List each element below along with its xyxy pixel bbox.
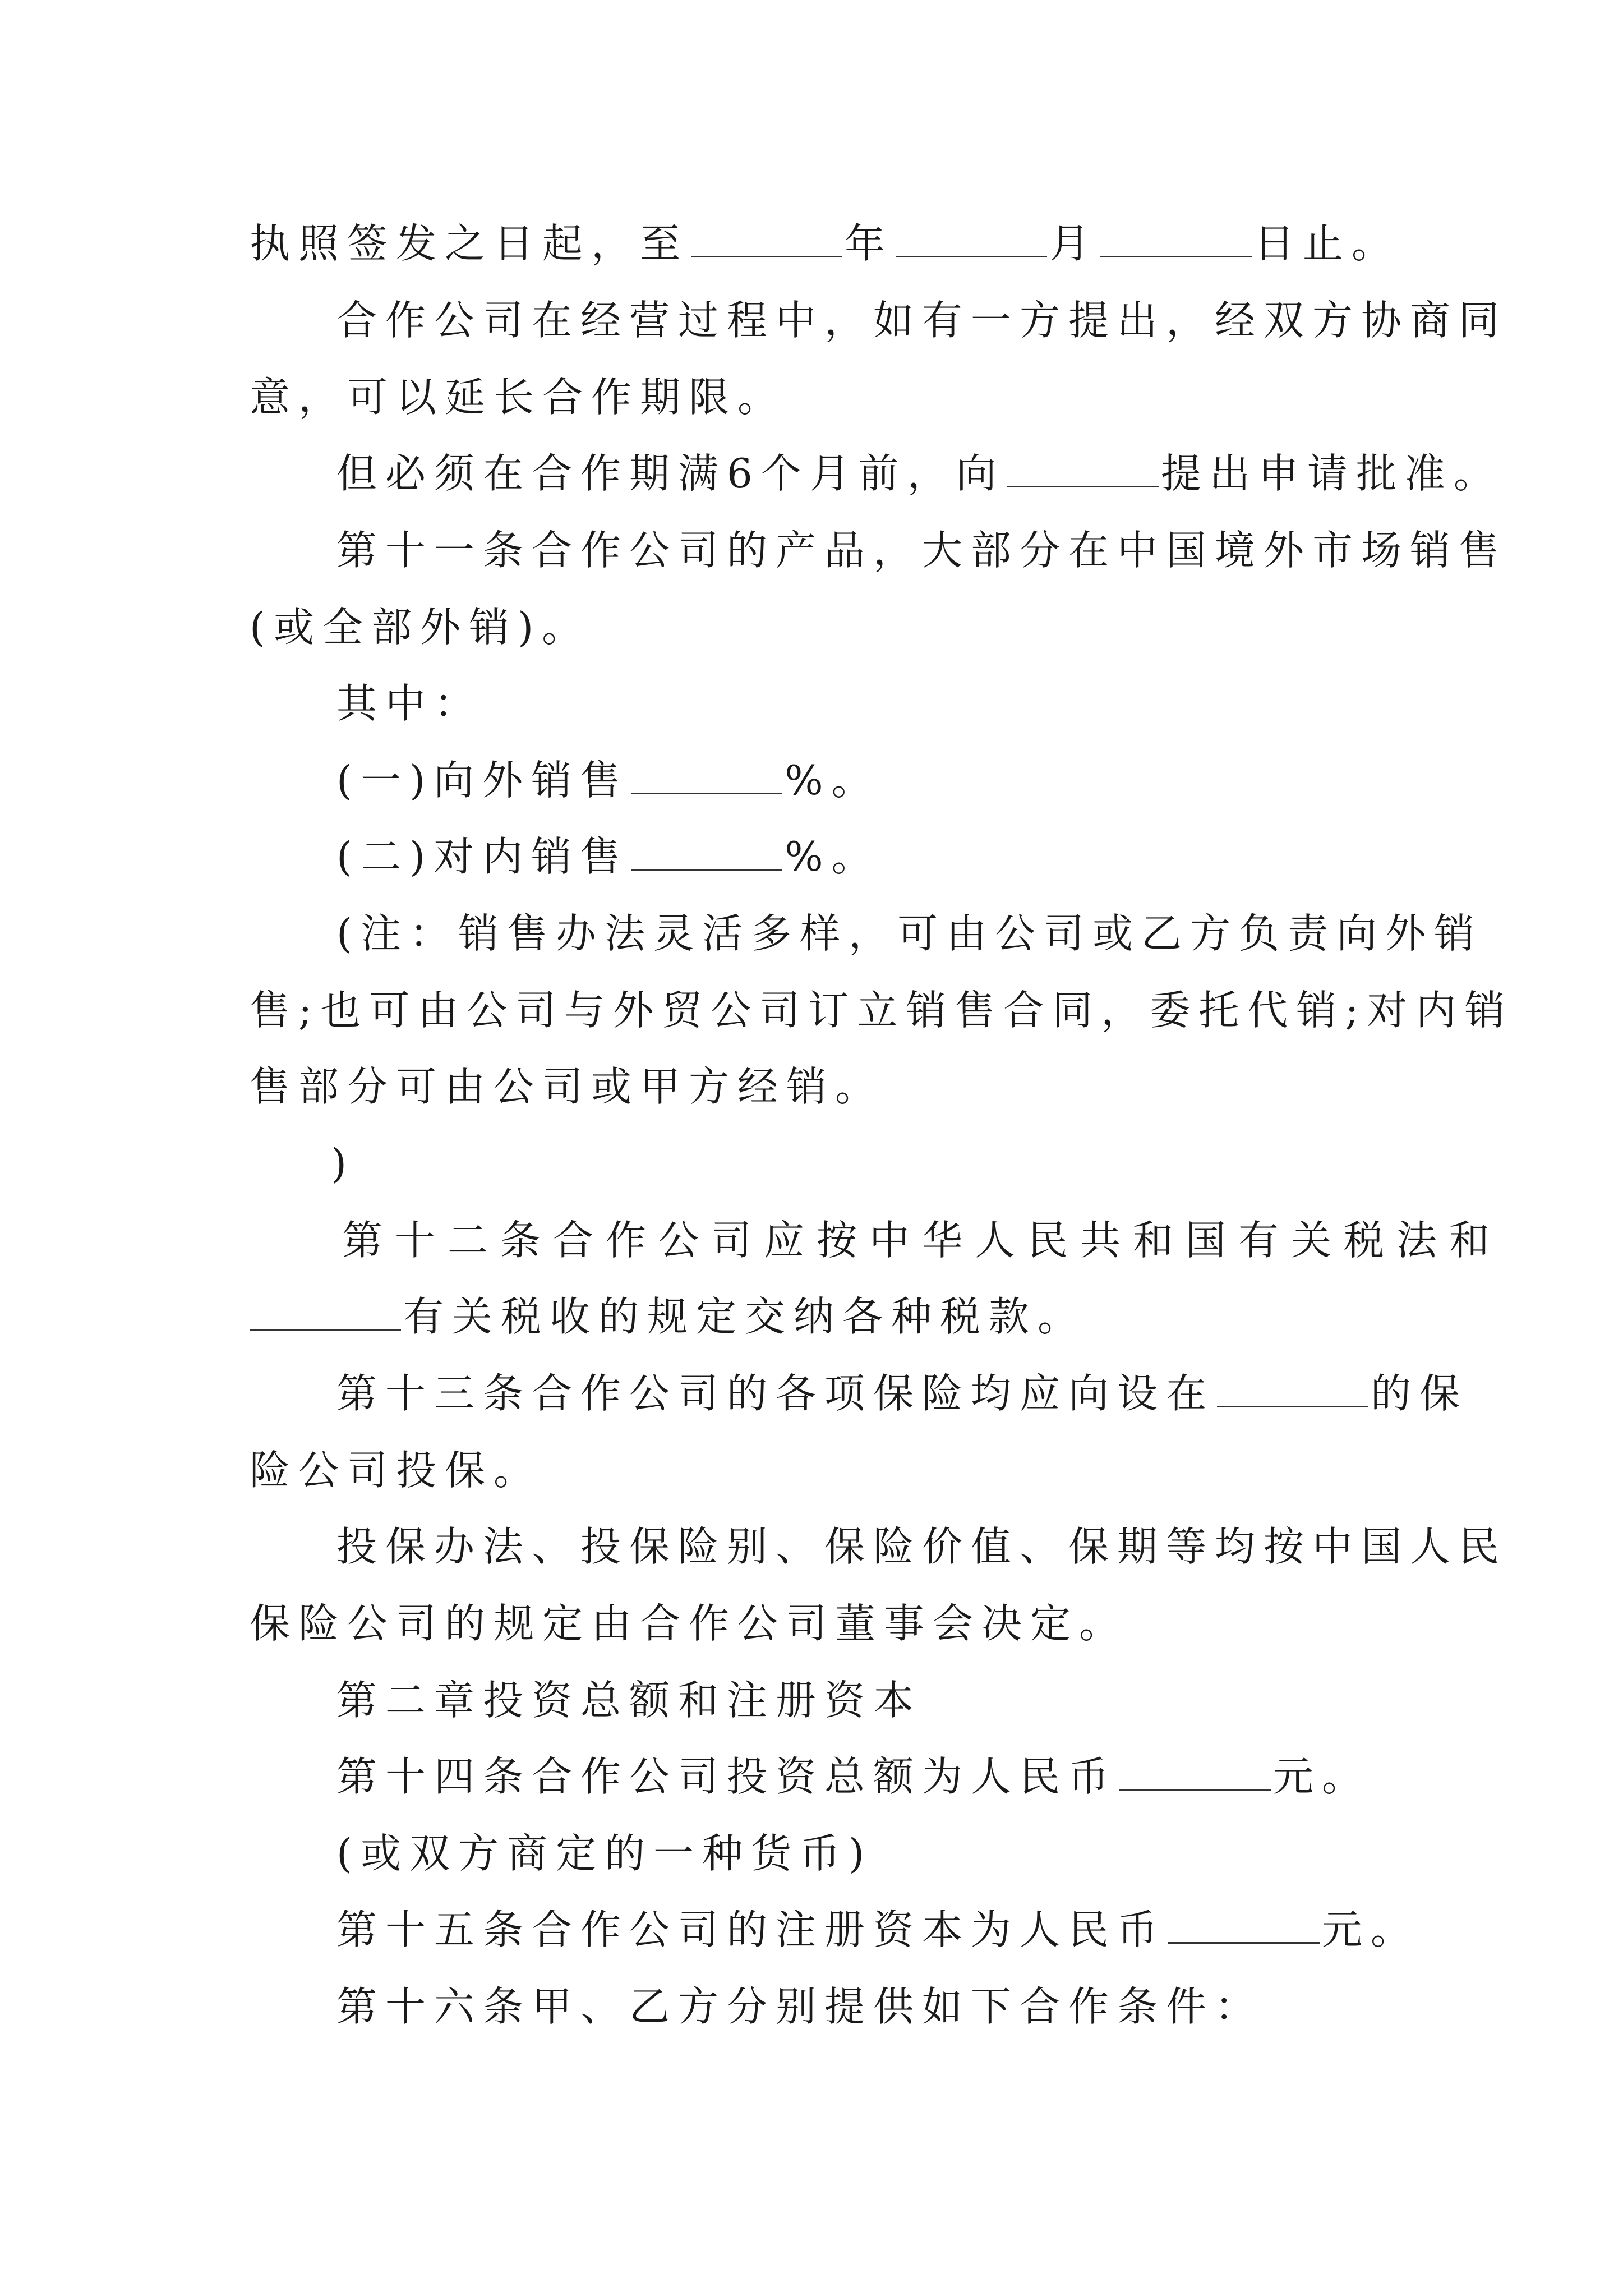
text-line: 保险公司的规定由合作公司董事会决定。 [250, 1600, 1128, 1647]
text-line: 投保办法、投保险别、保险价值、保期等均按中国人民 [336, 1523, 1508, 1570]
text-line: 险公司投保。 [250, 1447, 543, 1494]
fill-in-blank [1119, 1788, 1271, 1791]
text-segment: 提出申请批准。 [1160, 450, 1502, 497]
text-segment: 第十三条合作公司的各项保险均应向设在 [336, 1370, 1215, 1417]
fill-in-blank [691, 255, 842, 257]
text-line [336, 1753, 1371, 1800]
text-segment: %。 [785, 757, 880, 804]
fill-in-blank [896, 255, 1047, 257]
text-segment: 元。 [1322, 1906, 1420, 1953]
text-segment: 元。 [1273, 1753, 1371, 1800]
fill-in-blank [250, 1328, 401, 1331]
text-line [336, 450, 1502, 497]
text-line: (注：销售办法灵活多样，可由公司或乙方负责向外销 [336, 910, 1483, 957]
text-line [336, 1906, 1420, 1953]
text-segment: 但必须在合作期满6个月前，向 [336, 450, 1005, 497]
fill-in-blank [1100, 255, 1252, 257]
text-segment: 的保 [1371, 1370, 1469, 1417]
text-line: 意，可以延长合作期限。 [250, 374, 787, 421]
text-line [250, 1293, 1087, 1340]
chapter-heading: 第二章投资总额和注册资本 [336, 1677, 923, 1724]
text-line: 合作公司在经营过程中，如有一方提出，经双方协商同 [336, 297, 1508, 344]
text-segment: 第十四条合作公司投资总额为人民币 [336, 1753, 1118, 1800]
text-line: 售;也可由公司与外贸公司订立销售合同，委托代销;对内销 [250, 987, 1514, 1034]
text-line: 售部分可由公司或甲方经销。 [250, 1063, 884, 1110]
text-line: 第十二条合作公司应按中华人民共和国有关税法和 [342, 1217, 1502, 1264]
fill-in-blank [1168, 1941, 1320, 1944]
text-line: 第十一条合作公司的产品，大部分在中国境外市场销售 [336, 527, 1508, 574]
fill-in-blank [1217, 1405, 1368, 1407]
text-segment: %。 [785, 833, 880, 880]
fill-in-blank [631, 868, 782, 871]
text-line: ) [331, 1140, 356, 1187]
text-segment: 日止。 [1254, 220, 1401, 267]
text-line [336, 833, 880, 880]
text-segment: (一)向外销售 [336, 757, 629, 804]
text-line [336, 1370, 1469, 1417]
fill-in-blank [1007, 485, 1159, 487]
text-segment: 年 [845, 220, 894, 267]
text-line [250, 220, 1401, 267]
text-segment: 有关税收的规定交纳各种税款。 [403, 1293, 1087, 1340]
text-segment: 执照签发之日起，至 [250, 220, 689, 267]
text-segment: (二)对内销售 [336, 833, 629, 880]
text-line: 第十六条甲、乙方分别提供如下合作条件： [336, 1983, 1264, 2030]
text-line: (或全部外销)。 [250, 604, 591, 651]
text-line [336, 757, 880, 804]
text-line: 其中： [336, 680, 483, 727]
fill-in-blank [631, 792, 782, 794]
text-segment: 第十五条合作公司的注册资本为人民币 [336, 1906, 1166, 1953]
text-segment: 月 [1049, 220, 1099, 267]
text-line: (或双方商定的一种货币) [336, 1830, 873, 1877]
